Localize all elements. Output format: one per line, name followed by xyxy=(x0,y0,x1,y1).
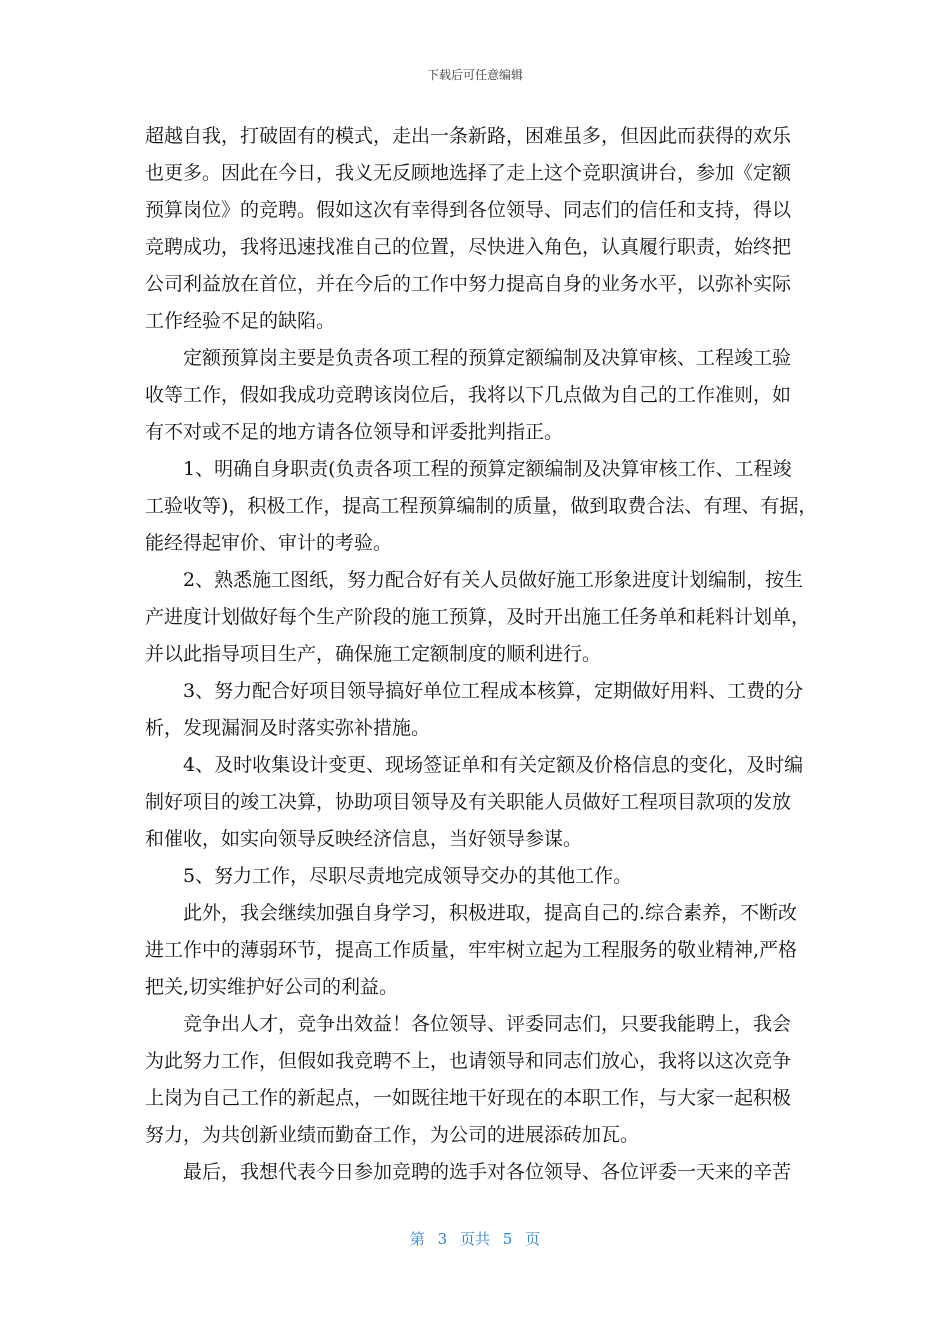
page-footer: 第 3 页共 5 页 xyxy=(409,1230,541,1248)
text-line: 并以此指导项目生产，确保施工定额制度的顺利进行。 xyxy=(145,643,602,665)
text-line: 工作经验不足的缺陷。 xyxy=(145,310,336,332)
document-body xyxy=(145,118,818,1191)
text-line: 竞争出人才，竞争出效益！各位领导、评委同志们，只要我能聘上，我会 xyxy=(145,1013,792,1035)
text-line: 能经得起审价、审计的考验。 xyxy=(145,532,393,554)
text-line: 析，发现漏洞及时落实弥补措施。 xyxy=(145,717,431,739)
text-line: 竞聘成功，我将迅速找准自己的位置，尽快进入角色，认真履行职责，始终把 xyxy=(145,236,792,258)
text-line: 有不对或不足的地方请各位领导和评委批判指正。 xyxy=(145,421,564,443)
text-line: 进工作中的薄弱环节，提高工作质量，牢牢树立起为工程服务的敬业精神,严格 xyxy=(145,939,798,961)
text-line: 定额预算岗主要是负责各项工程的预算定额编制及决算审核、工程竣工验 xyxy=(145,347,792,369)
text-line: 把关,切实维护好公司的利益。 xyxy=(145,976,399,998)
text-line: 最后，我想代表今日参加竞聘的选手对各位领导、各位评委一天来的辛苦 xyxy=(145,1161,792,1183)
text-line: 制好项目的竣工决算，协助项目领导及有关职能人员做好工程项目款项的发放 xyxy=(145,791,792,813)
text-line: 1、明确自身职责(负责各项工程的预算定额编制及决算审核工作、工程竣 xyxy=(145,458,792,480)
text-line: 5、努力工作，尽职尽责地完成领导交办的其他工作。 xyxy=(145,865,633,887)
text-line: 努力，为共创新业绩而勤奋工作，为公司的进展添砖加瓦。 xyxy=(145,1124,640,1146)
text-line: 也更多。因此在今日，我义无反顾地选择了走上这个竞职演讲台，参加《定额 xyxy=(145,162,792,184)
text-line: 工验收等)，积极工作，提高工程预算编制的质量，做到取费合法、有理、有据， xyxy=(145,495,818,517)
text-line: 4、及时收集设计变更、现场签证单和有关定额及价格信息的变化，及时编 xyxy=(145,754,804,776)
text-line: 上岗为自己工作的新起点，一如既往地干好现在的本职工作，与大家一起积极 xyxy=(145,1087,792,1109)
text-line: 超越自我，打破固有的模式，走出一条新路，困难虽多，但因此而获得的欢乐 xyxy=(145,125,792,147)
text-line: 2、熟悉施工图纸，努力配合好有关人员做好施工形象进度计划编制，按生 xyxy=(145,569,804,591)
page-header: 下载后可任意编辑 xyxy=(426,68,523,82)
text-line: 预算岗位》的竞聘。假如这次有幸得到各位领导、同志们的信任和支持，得以 xyxy=(145,199,792,221)
text-line: 为此努力工作，但假如我竞聘不上，也请领导和同志们放心，我将以这次竞争 xyxy=(145,1050,792,1072)
text-line: 此外，我会继续加强自身学习，积极进取，提高自己的.综合素养，不断改 xyxy=(145,902,798,924)
text-line: 3、努力配合好项目领导搞好单位工程成本核算，定期做好用料、工费的分 xyxy=(145,680,804,702)
text-line: 收等工作，假如我成功竞聘该岗位后，我将以下几点做为自己的工作准则，如 xyxy=(145,384,792,406)
text-line: 和催收，如实向领导反映经济信息，当好领导参谋。 xyxy=(145,828,583,850)
text-line: 产进度计划做好每个生产阶段的施工预算，及时开出施工任务单和耗料计划单， xyxy=(145,606,811,628)
text-line: 公司利益放在首位，并在今后的工作中努力提高自身的业务水平，以弥补实际 xyxy=(145,273,792,295)
